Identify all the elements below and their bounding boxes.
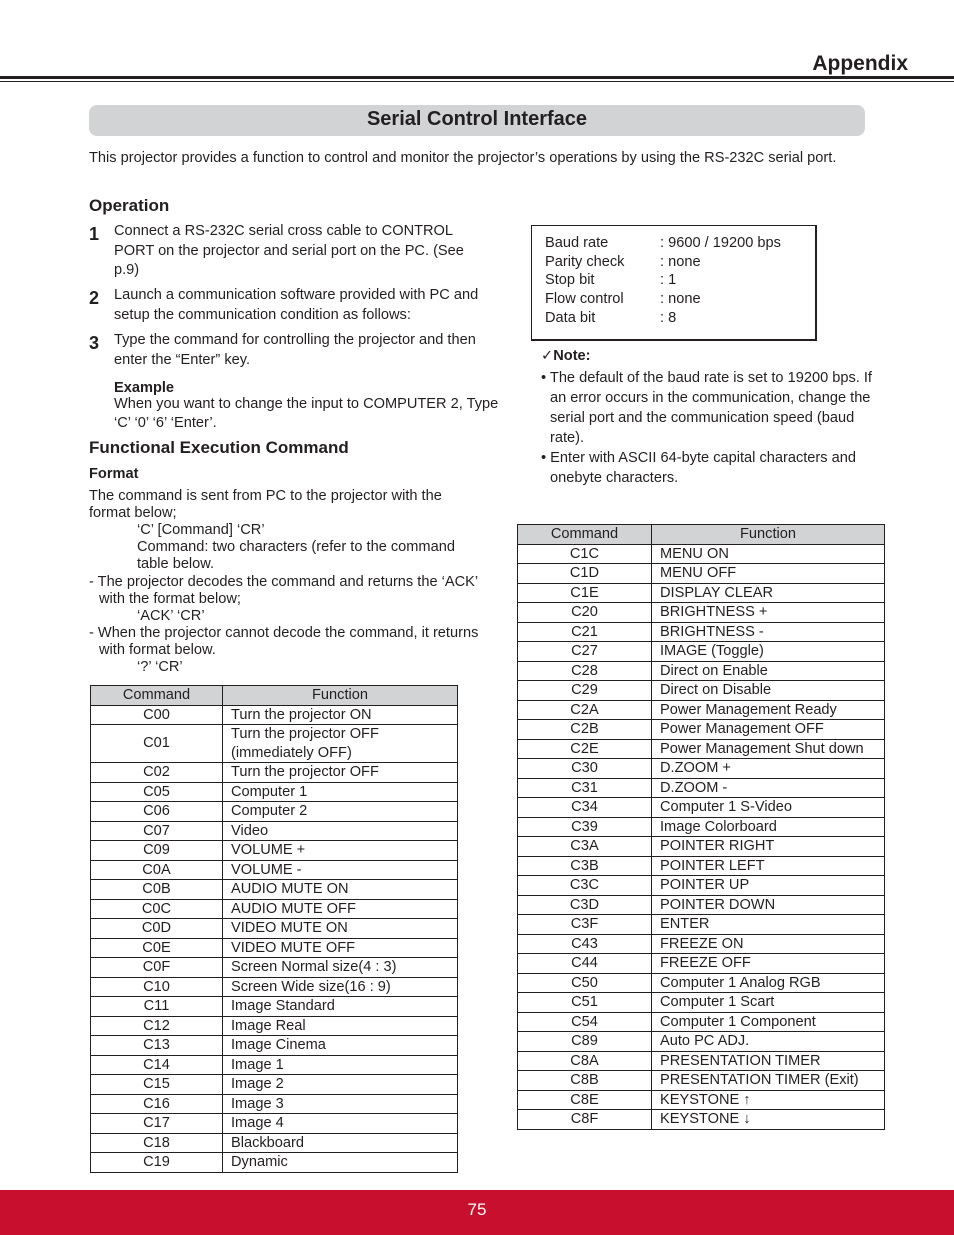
param-row — [545, 254, 701, 270]
table-row — [91, 725, 458, 763]
command-code: C0F — [91, 958, 223, 978]
table-row — [518, 915, 885, 935]
command-function: Direct on Disable — [652, 681, 885, 701]
command-code: C8E — [518, 1090, 652, 1110]
step-number: 1 — [89, 224, 100, 244]
command-code: C43 — [518, 934, 652, 954]
command-code: C20 — [518, 603, 652, 623]
param-label: Baud rate — [545, 235, 609, 251]
table-row — [518, 934, 885, 954]
command-function: BRIGHTNESS - — [652, 622, 885, 642]
command-code: C21 — [518, 622, 652, 642]
command-function: Blackboard — [223, 1133, 458, 1153]
command-code: C3B — [518, 856, 652, 876]
table-row — [518, 700, 885, 720]
command-code: C13 — [91, 1036, 223, 1056]
table-row — [91, 860, 458, 880]
header-rule-thin — [0, 81, 954, 82]
command-code: C11 — [91, 997, 223, 1017]
command-code: C89 — [518, 1032, 652, 1052]
table-row — [91, 821, 458, 841]
command-code: C0E — [91, 938, 223, 958]
command-code: C50 — [518, 973, 652, 993]
command-function: VIDEO MUTE OFF — [223, 938, 458, 958]
note-label: Note: — [553, 348, 591, 364]
command-function: KEYSTONE ↓ — [652, 1110, 885, 1130]
command-function: Image Standard — [223, 997, 458, 1017]
command-function: Computer 1 S-Video — [652, 798, 885, 818]
command-function: Image 1 — [223, 1055, 458, 1075]
command-function: FREEZE OFF — [652, 954, 885, 974]
command-function: IMAGE (Toggle) — [652, 642, 885, 662]
command-code: C30 — [518, 759, 652, 779]
command-function: FREEZE ON — [652, 934, 885, 954]
table-row — [91, 782, 458, 802]
comm-settings-box — [531, 225, 817, 341]
command-function: Computer 1 Analog RGB — [652, 973, 885, 993]
table-row — [91, 938, 458, 958]
table-row — [91, 1055, 458, 1075]
table-row — [91, 958, 458, 978]
command-function: Image Real — [223, 1016, 458, 1036]
command-function: Computer 1 — [223, 782, 458, 802]
command-function: Dynamic — [223, 1153, 458, 1173]
table-row — [518, 895, 885, 915]
note-item: • The default of the baud rate is set to 19200 bps. If an error occurs in the communication, change the serial port and the communication speed (baud rate). — [541, 370, 872, 446]
command-code: C00 — [91, 705, 223, 725]
functional-heading: Functional Execution Command — [89, 438, 349, 457]
command-function: Video — [223, 821, 458, 841]
command-code: C0D — [91, 919, 223, 939]
table-row — [518, 778, 885, 798]
table-row — [518, 856, 885, 876]
command-code: C15 — [91, 1075, 223, 1095]
command-function: Screen Wide size(16 : 9) — [223, 977, 458, 997]
intro-paragraph: This projector provides a function to control and monitor the projector’s operations by using the RS-232C serial port. — [89, 150, 837, 166]
command-code: C3A — [518, 837, 652, 857]
command-code: C14 — [91, 1055, 223, 1075]
command-code: C27 — [518, 642, 652, 662]
command-code: C16 — [91, 1094, 223, 1114]
command-function: D.ZOOM + — [652, 759, 885, 779]
command-code: C17 — [91, 1114, 223, 1134]
example-text: When you want to change the input to COMPUTER 2, Type ‘C’ ‘0’ ‘6’ ‘Enter’. — [114, 396, 499, 431]
table-row — [91, 1153, 458, 1173]
command-function: Turn the projector ON — [223, 705, 458, 725]
command-code: C54 — [518, 1012, 652, 1032]
param-label: Data bit — [545, 310, 596, 326]
table-row — [518, 837, 885, 857]
table-row — [91, 1094, 458, 1114]
command-function: Image 4 — [223, 1114, 458, 1134]
command-function: POINTER UP — [652, 876, 885, 896]
table-row — [518, 622, 885, 642]
command-code: C29 — [518, 681, 652, 701]
command-function: BRIGHTNESS + — [652, 603, 885, 623]
table-row — [91, 1016, 458, 1036]
table-row — [91, 1114, 458, 1134]
header-rule — [0, 76, 954, 79]
param-label: Parity check — [545, 254, 625, 270]
page-title: Serial Control Interface — [89, 105, 865, 136]
table-row — [518, 720, 885, 740]
table-row — [91, 1133, 458, 1153]
command-function: Screen Normal size(4 : 3) — [223, 958, 458, 978]
command-code: C12 — [91, 1016, 223, 1036]
command-code: C1D — [518, 564, 652, 584]
command-code: C1C — [518, 544, 652, 564]
command-function: Turn the projector OFF — [223, 763, 458, 783]
table-row — [91, 1036, 458, 1056]
command-code: C01 — [91, 725, 223, 763]
format-label: Format — [89, 466, 139, 482]
command-code: C8B — [518, 1071, 652, 1091]
command-code: C0C — [91, 899, 223, 919]
command-function: VOLUME - — [223, 860, 458, 880]
command-function: DISPLAY CLEAR — [652, 583, 885, 603]
column-header-command: Command — [518, 525, 652, 545]
table-row — [91, 1075, 458, 1095]
table-row — [518, 954, 885, 974]
table-row — [91, 880, 458, 900]
command-code: C34 — [518, 798, 652, 818]
command-function: D.ZOOM - — [652, 778, 885, 798]
command-function: POINTER LEFT — [652, 856, 885, 876]
command-function: Computer 2 — [223, 802, 458, 822]
command-function: Image 3 — [223, 1094, 458, 1114]
operation-heading: Operation — [89, 196, 170, 215]
table-row — [91, 899, 458, 919]
param-row — [545, 272, 676, 288]
column-header-function: Function — [223, 686, 458, 706]
format-text: The command is sent from PC to the projector with the format below; — [89, 488, 442, 521]
command-code: C1E — [518, 583, 652, 603]
command-code: C0A — [91, 860, 223, 880]
param-row — [545, 310, 676, 326]
command-function: Computer 1 Scart — [652, 993, 885, 1013]
checkmark-icon: ✓ — [541, 348, 554, 364]
table-row — [518, 1012, 885, 1032]
command-code: C18 — [91, 1133, 223, 1153]
param-value: : none — [660, 291, 701, 307]
param-label: Flow control — [545, 291, 624, 307]
column-header-command: Command — [91, 686, 223, 706]
table-row — [518, 798, 885, 818]
table-row — [518, 1032, 885, 1052]
table-row — [518, 564, 885, 584]
command-function: Power Management Shut down — [652, 739, 885, 759]
column-header-function: Function — [652, 525, 885, 545]
command-function: POINTER RIGHT — [652, 837, 885, 857]
format-code: ‘?’ ‘CR’ — [137, 659, 183, 675]
table-header-row — [518, 525, 885, 545]
command-code: C02 — [91, 763, 223, 783]
command-code: C28 — [518, 661, 652, 681]
example-label: Example — [114, 380, 175, 396]
table-row — [518, 1090, 885, 1110]
command-function: PRESENTATION TIMER (Exit) — [652, 1071, 885, 1091]
table-row — [518, 681, 885, 701]
command-function: AUDIO MUTE OFF — [223, 899, 458, 919]
note-title — [541, 348, 591, 365]
param-row — [545, 235, 781, 251]
table-row — [518, 642, 885, 662]
command-code: C10 — [91, 977, 223, 997]
command-function: ENTER — [652, 915, 885, 935]
table-row — [518, 1071, 885, 1091]
table-row — [91, 977, 458, 997]
table-row — [91, 841, 458, 861]
command-code: C07 — [91, 821, 223, 841]
format-text: Command: two characters (refer to the command table below. — [137, 539, 455, 572]
table-row — [518, 661, 885, 681]
command-code: C3C — [518, 876, 652, 896]
command-function: AUDIO MUTE ON — [223, 880, 458, 900]
command-function: MENU ON — [652, 544, 885, 564]
command-code: C51 — [518, 993, 652, 1013]
command-code: C2B — [518, 720, 652, 740]
table-row — [518, 544, 885, 564]
param-value: : none — [660, 254, 701, 270]
command-code: C09 — [91, 841, 223, 861]
command-code: C3D — [518, 895, 652, 915]
command-function: Direct on Enable — [652, 661, 885, 681]
command-function: Computer 1 Component — [652, 1012, 885, 1032]
table-row — [518, 1051, 885, 1071]
section-title: Appendix — [812, 52, 908, 75]
param-value: : 9600 / 19200 bps — [660, 235, 781, 251]
table-row — [518, 876, 885, 896]
command-function: Image Cinema — [223, 1036, 458, 1056]
table-row — [518, 973, 885, 993]
table-row — [518, 759, 885, 779]
command-table-right — [517, 524, 885, 1130]
param-label: Stop bit — [545, 272, 595, 288]
command-code: C0B — [91, 880, 223, 900]
command-table-left — [90, 685, 458, 1173]
command-function: Image 2 — [223, 1075, 458, 1095]
command-function: VOLUME + — [223, 841, 458, 861]
command-code: C05 — [91, 782, 223, 802]
command-function: Turn the projector OFF (immediately OFF) — [223, 725, 458, 763]
command-code: C39 — [518, 817, 652, 837]
command-code: C19 — [91, 1153, 223, 1173]
command-code: C3F — [518, 915, 652, 935]
format-text: - When the projector cannot decode the command, it returns with format below. — [89, 625, 479, 658]
step-text: Type the command for controlling the projector and then enter the “Enter” key. — [114, 332, 476, 368]
table-row — [91, 802, 458, 822]
table-row — [91, 763, 458, 783]
table-row — [91, 705, 458, 725]
table-row — [91, 919, 458, 939]
table-row — [518, 603, 885, 623]
param-value: : 8 — [660, 310, 677, 326]
page-number: 75 — [467, 1200, 487, 1219]
table-header-row — [91, 686, 458, 706]
command-function: MENU OFF — [652, 564, 885, 584]
command-code: C06 — [91, 802, 223, 822]
command-function: Image Colorboard — [652, 817, 885, 837]
command-function: KEYSTONE ↑ — [652, 1090, 885, 1110]
table-row — [518, 739, 885, 759]
note-item: • Enter with ASCII 64-byte capital characters and onebyte characters. — [541, 450, 856, 486]
command-code: C31 — [518, 778, 652, 798]
step-text: Launch a communication software provided with PC and setup the communication condition as follows: — [114, 287, 479, 323]
format-code: ‘ACK’ ‘CR’ — [137, 608, 205, 624]
command-code: C8A — [518, 1051, 652, 1071]
command-code: C44 — [518, 954, 652, 974]
step-text: Connect a RS-232C serial cross cable to CONTROL PORT on the projector and serial port on the PC. (See p.9) — [114, 223, 464, 278]
command-function: Power Management OFF — [652, 720, 885, 740]
param-row — [545, 291, 701, 307]
table-row — [518, 583, 885, 603]
command-function: POINTER DOWN — [652, 895, 885, 915]
step-number: 2 — [89, 288, 100, 308]
command-function: Auto PC ADJ. — [652, 1032, 885, 1052]
command-function: Power Management Ready — [652, 700, 885, 720]
command-code: C2A — [518, 700, 652, 720]
table-row — [91, 997, 458, 1017]
format-code: ‘C’ [Command] ‘CR’ — [137, 522, 265, 538]
param-value: : 1 — [660, 272, 677, 288]
command-code: C2E — [518, 739, 652, 759]
table-row — [518, 993, 885, 1013]
command-code: C8F — [518, 1110, 652, 1130]
step-number: 3 — [89, 333, 100, 353]
table-row — [518, 817, 885, 837]
table-row — [518, 1110, 885, 1130]
command-function: PRESENTATION TIMER — [652, 1051, 885, 1071]
format-text: - The projector decodes the command and returns the ‘ACK’ with the format below; — [89, 574, 478, 607]
command-function: VIDEO MUTE ON — [223, 919, 458, 939]
